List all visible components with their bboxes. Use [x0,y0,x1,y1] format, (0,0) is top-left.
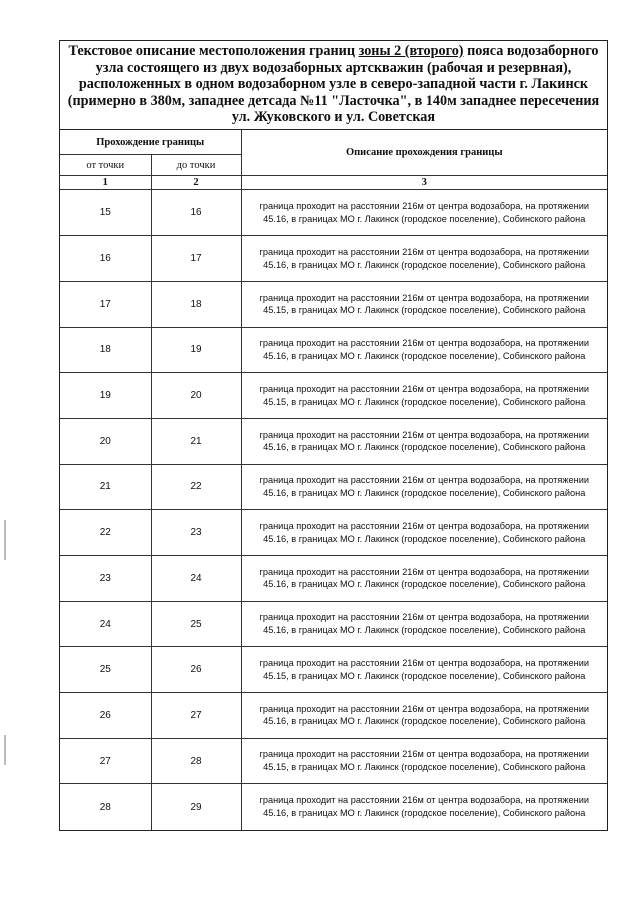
from-point-cell: 26 [60,693,151,739]
to-point-cell: 27 [151,693,241,739]
table-row [60,555,607,601]
table-row [60,647,607,693]
from-point-cell: 25 [60,647,151,693]
to-point-cell: 17 [151,236,241,282]
table-row [60,373,607,419]
description-cell: граница проходит на расстоянии 216м от центра водозабора, на протяжении 45.16, в границах МО г. Лакинск (городское поселение), Собинского района [241,510,607,556]
description-cell: граница проходит на расстоянии 216м от центра водозабора, на протяжении 45.16, в границах МО г. Лакинск (городское поселение), Собинского района [241,601,607,647]
header-row [60,130,607,155]
from-point-cell: 18 [60,327,151,373]
description-cell: граница проходит на расстоянии 216м от центра водозабора, на протяжении 45.15, в границах МО г. Лакинск (городское поселение), Собинского района [241,373,607,419]
to-point-header: до точки [151,155,241,176]
description-cell: граница проходит на расстоянии 216м от центра водозабора, на протяжении 45.16, в границах МО г. Лакинск (городское поселение), Собинского района [241,418,607,464]
from-point-cell: 21 [60,464,151,510]
table-row [60,236,607,282]
from-point-cell: 24 [60,601,151,647]
scan-margin-mark [4,735,6,765]
table-row [60,464,607,510]
to-point-cell: 24 [151,555,241,601]
description-cell: граница проходит на расстоянии 216м от центра водозабора, на протяжении 45.15, в границах МО г. Лакинск (городское поселение), Собинского района [241,738,607,784]
from-point-cell: 17 [60,281,151,327]
description-cell: граница проходит на расстоянии 216м от центра водозабора, на протяжении 45.16, в границах МО г. Лакинск (городское поселение), Собинского района [241,464,607,510]
from-point-cell: 19 [60,373,151,419]
description-cell: граница проходит на расстоянии 216м от центра водозабора, на протяжении 45.16, в границах МО г. Лакинск (городское поселение), Собинского района [241,784,607,830]
to-point-cell: 19 [151,327,241,373]
title-zone: зоны 2 (второго) [358,43,464,59]
description-cell: граница проходит на расстоянии 216м от центра водозабора, на протяжении 45.16, в границах МО г. Лакинск (городское поселение), Собинского района [241,236,607,282]
from-point-cell: 28 [60,784,151,830]
description-cell: граница проходит на расстоянии 216м от центра водозабора, на протяжении 45.16, в границах МО г. Лакинск (городское поселение), Собинского района [241,327,607,373]
boundary-description-sheet [59,40,608,831]
table-row [60,281,607,327]
column-number-2: 2 [151,176,241,190]
document-title [60,41,607,130]
table-row [60,693,607,739]
table-row [60,601,607,647]
from-point-cell: 20 [60,418,151,464]
description-cell: граница проходит на расстоянии 216м от центра водозабора, на протяжении 45.15, в границах МО г. Лакинск (городское поселение), Собинского района [241,647,607,693]
to-point-cell: 23 [151,510,241,556]
table-row [60,190,607,236]
passage-header: Прохождение границы [60,130,241,155]
table-row [60,784,607,830]
description-cell: граница проходит на расстоянии 216м от центра водозабора, на протяжении 45.16, в границах МО г. Лакинск (городское поселение), Собинского района [241,190,607,236]
description-header: Описание прохождения границы [241,130,607,176]
table-row [60,327,607,373]
to-point-cell: 20 [151,373,241,419]
column-number-row [60,176,607,190]
to-point-cell: 26 [151,647,241,693]
to-point-cell: 21 [151,418,241,464]
to-point-cell: 16 [151,190,241,236]
table-row [60,418,607,464]
from-point-cell: 15 [60,190,151,236]
column-number-1: 1 [60,176,151,190]
description-cell: граница проходит на расстоянии 216м от центра водозабора, на протяжении 45.16, в границах МО г. Лакинск (городское поселение), Собинского района [241,555,607,601]
to-point-cell: 18 [151,281,241,327]
from-point-cell: 22 [60,510,151,556]
description-cell: граница проходит на расстоянии 216м от центра водозабора, на протяжении 45.15, в границах МО г. Лакинск (городское поселение), Собинского района [241,281,607,327]
title-start: Текстовое описание местоположения границ [68,43,359,59]
table-row [60,510,607,556]
from-point-cell: 23 [60,555,151,601]
from-point-cell: 27 [60,738,151,784]
column-number-3: 3 [241,176,607,190]
to-point-cell: 29 [151,784,241,830]
table-row [60,738,607,784]
from-point-cell: 16 [60,236,151,282]
to-point-cell: 28 [151,738,241,784]
scan-margin-mark [4,520,6,560]
title-end: пояса водозаборного узла состоящего из двух водозаборных артскважин (рабочая и резервная), расположенных в одном водозаборном узле в северо-западной части г. Лакинск (примерно в 380м, западнее детсада №11 "Ласточка", в 140м западнее пересечения ул. Жуковского и ул. Советская [67,43,600,126]
from-point-header: от точки [60,155,151,176]
to-point-cell: 25 [151,601,241,647]
to-point-cell: 22 [151,464,241,510]
boundary-table-body [60,130,607,830]
description-cell: граница проходит на расстоянии 216м от центра водозабора, на протяжении 45.16, в границах МО г. Лакинск (городское поселение), Собинского района [241,693,607,739]
boundary-table [60,130,607,830]
